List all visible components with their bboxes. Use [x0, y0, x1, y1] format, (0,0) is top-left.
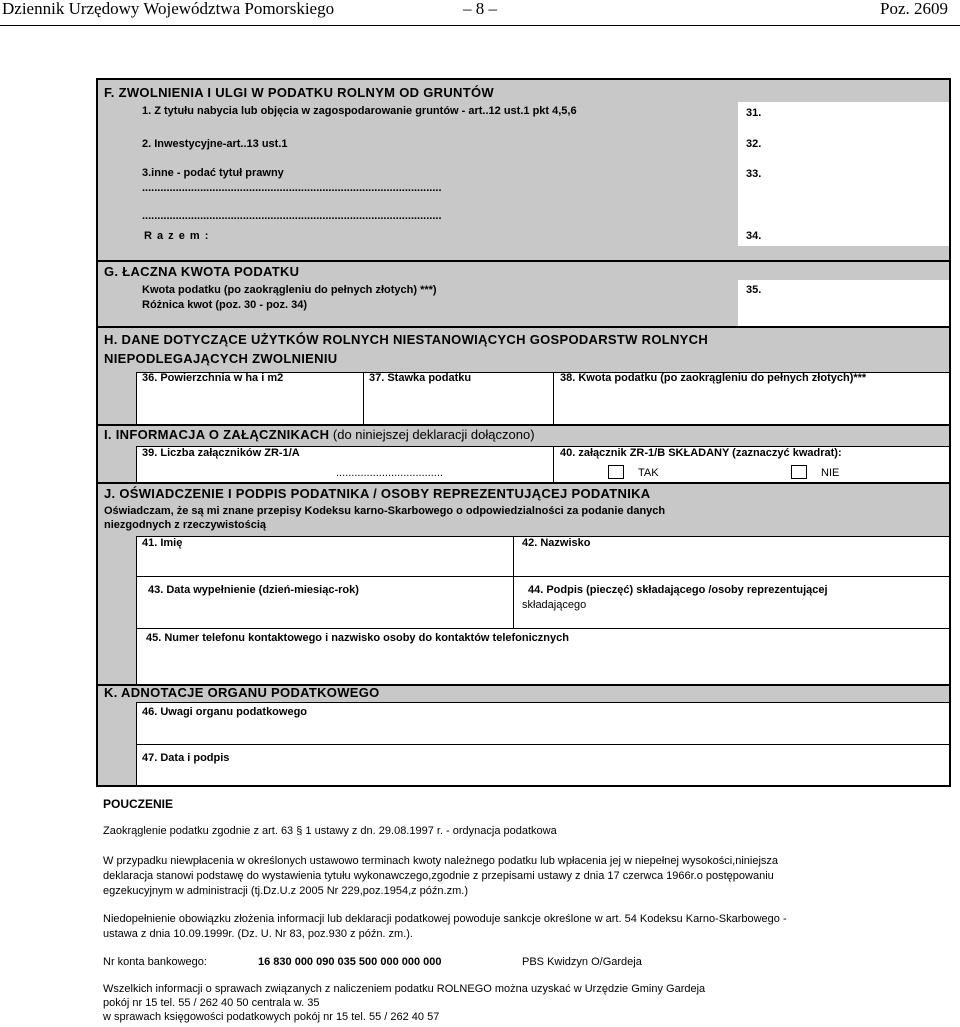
h-col-line-2	[553, 372, 554, 424]
field-35-number: 35.	[746, 284, 762, 296]
pouczenie-p2-line2: deklaracja stanowi podstawę do wystawienia tytułu wykonawczego,zgodnie z przepisami ustawy z dnia 17 czerwca 1966r.o postępowaniu	[103, 870, 774, 882]
checkbox-tak[interactable]	[608, 465, 624, 479]
g-line2: Różnica kwot (poz. 30 - poz. 34)	[142, 299, 308, 311]
pouczenie-p4-line1: Wszelkich informacji o sprawach związanych z naliczeniem podatku ROLNEGO można uzyskać w Urzędzie Gminy Gardeja	[103, 983, 706, 995]
section-f-title: F. ZWOLNIENIA I ULGI W PODATKU ROLNYM OD GRUNTÓW	[104, 85, 494, 100]
j-left-line	[136, 536, 137, 684]
pouczenie-p2-line3: egzekucyjnym w administracji (tj.Dz.U.z 2005 Nr 229,poz.1954,z późn.zm.)	[103, 885, 468, 897]
field-33-number: 33.	[746, 168, 762, 180]
field-32-number: 32.	[746, 138, 762, 150]
journal-title: Dziennik Urzędowy Województwa Pomorskiego	[2, 0, 335, 18]
g-line1: Kwota podatku (po zaokrągleniu do pełnych złotych) ***)	[142, 284, 437, 296]
bank-account-label: Nr konta bankowego:	[103, 956, 207, 968]
pouczenie-p1: Zaokrąglenie podatku zgodnie z art. 63 § 1 ustawy z dn. 29.08.1997 r. - ordynacja podatkowa	[103, 825, 557, 837]
bank-name: PBS Kwidzyn O/Gardeja	[522, 956, 642, 968]
f-row2-label: 2. Inwestycyjne-art..13 ust.1	[142, 138, 288, 150]
position-number: Poz. 2609	[880, 0, 948, 18]
field-41-label: 41. Imię	[142, 537, 183, 549]
section-i-title	[104, 427, 535, 442]
checkbox-nie-label: NIE	[821, 467, 840, 479]
divider-k-row2	[136, 744, 949, 745]
f-dots-2: ..................................................................................................	[142, 210, 442, 222]
checkbox-tak-label: TAK	[638, 467, 659, 479]
section-h-title-1: H. DANE DOTYCZĄCE UŻYTKÓW ROLNYCH NIESTANOWIĄCYCH GOSPODARSTW ROLNYCH	[104, 332, 709, 347]
field-44-label-1: 44. Podpis (pieczęć) składającego /osoby reprezentującej	[528, 584, 828, 596]
f-dots-1: ..................................................................................................	[142, 182, 442, 194]
divider-k-fields	[136, 702, 949, 703]
pouczenie-p3-line2: ustawa z dnia 10.09.1999r. (Dz. U. Nr 83, poz.930 z późn. zm.).	[103, 928, 413, 940]
k-left-line	[136, 702, 137, 785]
section-k-title: K. ADNOTACJE ORGANU PODATKOWEGO	[104, 685, 380, 700]
field-46-label: 46. Uwagi organu podatkowego	[142, 706, 308, 718]
declaration-form	[96, 78, 951, 787]
divider-g-h	[98, 326, 949, 328]
page-number: – 8 –	[463, 0, 497, 18]
field-42-label: 42. Nazwisko	[522, 537, 591, 549]
pouczenie-p3-line1: Niedopełnienie obowiązku złożenia informacji lub deklaracji podatkowej powoduje sankcje określone w art. 54 Kodeksu Karno-Skarbowego -	[103, 913, 787, 925]
f-row1-label: 1. Z tytułu nabycia lub objęcia w zagospodarowanie gruntów - art..12 ust.1 pkt 4,5,6	[142, 105, 577, 117]
divider-j-row3	[136, 628, 949, 629]
section-i-title-normal: (do niniejszej deklaracji dołączono)	[329, 427, 535, 442]
fields-31-34[interactable]	[738, 102, 949, 246]
divider-f-g	[98, 260, 949, 262]
field-43-label: 43. Data wypełnienie (dzień-miesiąc-rok)	[148, 584, 359, 596]
j-declaration-2: niezgodnych z rzeczywistością	[104, 519, 266, 531]
divider-i-j	[98, 482, 949, 484]
divider-j-row2	[136, 576, 949, 577]
f-total-label: R a z e m :	[144, 230, 210, 242]
section-h-left-bg	[98, 372, 136, 424]
i-col-line	[553, 446, 554, 482]
field-40-label: 40. załącznik ZR-1/B SKŁADANY (zaznaczyć kwadrat):	[560, 447, 842, 459]
field-39-label: 39. Liczba załączników ZR-1/A	[142, 447, 300, 459]
divider-h-i	[98, 424, 949, 426]
field-38-label: 38. Kwota podatku (po zaokrągleniu do pełnych złotych)***	[560, 372, 867, 384]
field-34-number: 34.	[746, 230, 762, 242]
f-row3-label: 3.inne - podać tytuł prawny	[142, 167, 284, 179]
pouczenie-p4-line3: w sprawach księgowości podatkowych pokój nr 15 tel. 55 / 262 40 57	[103, 1011, 440, 1023]
i-left-line	[136, 446, 137, 482]
h-col-line-1	[363, 372, 364, 424]
field-35[interactable]	[738, 280, 949, 326]
section-j-title: J. OŚWIADCZENIE I PODPIS PODATNIKA / OSOBY REPREZENTUJĄCEJ PODATNIKA	[104, 486, 651, 501]
h-left-line	[136, 372, 137, 424]
section-g-title: G. ŁACZNA KWOTA PODATKU	[104, 264, 300, 279]
j-col-line	[513, 536, 514, 628]
j-declaration-1: Oświadczam, że są mi znane przepisy Kodeksu karno-Skarbowego o odpowiedzialności za podanie danych	[104, 505, 666, 517]
field-39-input[interactable]: ...................................	[336, 467, 443, 479]
section-h-title-2: NIEPODLEGAJĄCYCH ZWOLNIENIU	[104, 351, 338, 366]
field-45-label: 45. Numer telefonu kontaktowego i nazwisko osoby do kontaktów telefonicznych	[146, 632, 569, 644]
bank-account-number: 16 830 000 090 035 500 000 000 000	[258, 956, 442, 968]
pouczenie-p2-line1: W przypadku niewpłacenia w określonych ustawowo terminach kwoty należnego podatku lub wpłacenia jej w niepełnej wysokości,niniejsza	[103, 855, 779, 867]
field-31-number: 31.	[746, 107, 762, 119]
pouczenie-p4-line2: pokój nr 15 tel. 55 / 262 40 50 centrala w. 35	[103, 997, 320, 1009]
header-rule	[0, 25, 960, 26]
pouczenie-title: POUCZENIE	[103, 797, 174, 811]
checkbox-nie[interactable]	[791, 465, 807, 479]
field-47-label: 47. Data i podpis	[142, 752, 230, 764]
section-k-left-bg	[98, 702, 136, 785]
field-36-label: 36. Powierzchnia w ha i m2	[142, 372, 284, 384]
section-i-title-bold: I. INFORMACJA O ZAŁĄCZNIKACH	[104, 427, 330, 442]
section-j-left-bg	[98, 536, 136, 684]
field-37-label: 37. Stawka podatku	[369, 372, 472, 384]
section-i-left-bg	[98, 446, 136, 482]
field-44-label-2: składającego	[522, 599, 587, 611]
